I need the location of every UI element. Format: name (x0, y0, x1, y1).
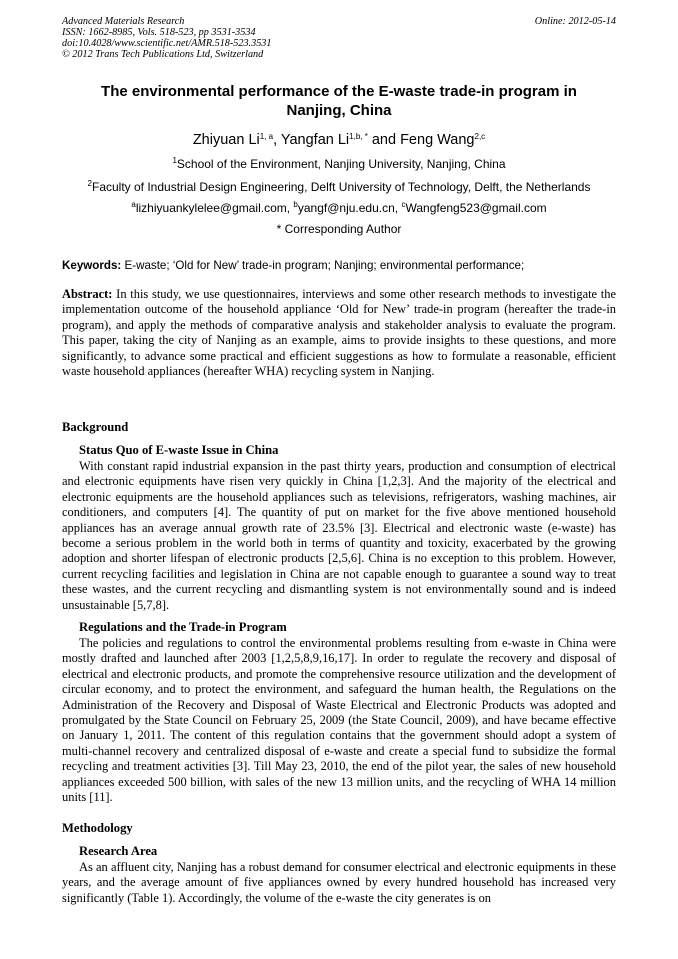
issn-line: ISSN: 1662-8985, Vols. 518-523, pp 3531-3534 (62, 27, 256, 38)
email-line (40, 201, 638, 215)
abstract-text: In this study, we use questionnaires, interviews and some other research methods to investigate the implementation outcome of the household appliance ‘Old for New’ trade-in program (hereafter the trade-in program), and apply the methods of comparative analysis and stakeholder analysis to evaluate the program. This paper, taking the city of Nanjing as an example, aims to provide insights to these questions, and more significantly, to advance some practical and efficient suggestions as how to formulate a reasonable, efficient waste household appliances (hereafter WHA) recycling system in Nanjing. (62, 287, 616, 379)
copyright-line: © 2012 Trans Tech Publications Ltd, Switzerland (62, 49, 264, 60)
abstract (62, 287, 616, 379)
running-header (62, 16, 616, 60)
paragraph: With constant rapid industrial expansion in the past thirty years, production and consumption of electrical and electronic equipments have risen very quickly in China [1,2,3]. And the majority of the electrical and electronic equipments are the household appliances such as televisions, refrigerators, washing machines, air conditioners, and computers [4]. The quantity of put on market for the five above mentioned household appliances has an average annual growth rate of 23.5% [3]. Electrical and electronic waste (e-waste) has become a serious problem in the world both in terms of quantity and toxicity, exacerbated by the growing adoption and shorter lifespan of electronic products [2,5,6]. China is no exception to this problem. However, current recycling facilities and legislation in China are not capable enough to guarantee a sound way to treat these wastes, and the current recycling and dismantling system is not environmentally sound and is indeed unsustainable [5,7,8]. (62, 459, 616, 612)
paper-title (62, 82, 616, 120)
paragraph: As an affluent city, Nanjing has a robust demand for consumer electrical and electronic equipments in these years, and the average amount of five appliances owned by every hundred household has increased very significantly (Table 1). Accordingly, the volume of the e-waste the city generates is on (62, 860, 616, 905)
keywords-label: Keywords: (62, 259, 122, 272)
journal-name: Advanced Materials Research (62, 16, 185, 27)
author-name: Zhiyuan Li (192, 132, 260, 148)
email-marker: a (131, 200, 136, 209)
title-line-2: Nanjing, China (286, 102, 392, 119)
subsection-heading: Regulations and the Trade-in Program (79, 620, 287, 634)
keywords (62, 259, 616, 273)
online-date: Online: 2012-05-14 (534, 16, 616, 27)
author-marker: 2,c (474, 132, 486, 141)
affiliation-marker: 2 (87, 179, 92, 188)
abstract-label: Abstract: (62, 287, 113, 301)
email-marker: b (293, 200, 298, 209)
affiliation-text: Faculty of Industrial Design Engineering, Delft University of Technology, Delft, the Netherlands (91, 180, 591, 194)
subsection-heading: Status Quo of E-waste Issue in China (79, 443, 279, 457)
affiliation-marker: 1 (172, 156, 177, 165)
affiliation-text: School of the Environment, Nanjing University, Nanjing, China (176, 157, 506, 171)
author-separator: and (367, 132, 401, 148)
paragraph: The policies and regulations to control the environmental problems resulting from e-waste in China were mostly drafted and launched after 2003 [1,2,5,8,9,16,17]. In order to regulate the recovery and disposal of electrical and electronic products, and promote the comprehensive resource utilization and the development of circular economy, and to protect the environment, and safeguard the human health, the Regulations on the Administration of the Recovery and Disposal of Waste Electrical and Electronic Products was adopted and promulgated by the State Council on February 25, 2009 (the State Council, 2009), and have became effective on January 1, 2011. The content of this regulation contains that the government should adopt a system of multi-channel recovery and centralized disposal of e-waste and create a special fund to subsidize the formal recycling and treatment activities [3]. Till May 23, 2010, the end of the pilot year, the sales of new household appliances exceeded 500 billion, with sales of the new 13 million units, and the recycling of WHA 14 million units [11]. (62, 636, 616, 805)
affiliation-1 (40, 157, 638, 171)
email-address: Wangfeng523@gmail.com (405, 201, 547, 215)
email-address: lizhiyuankylelee@gmail.com, (135, 201, 294, 215)
author-marker: 1,b, * (349, 132, 368, 141)
author-name: Yangfan Li (280, 132, 350, 148)
author-marker: 1, a (259, 132, 274, 141)
section-heading-methodology: Methodology (62, 821, 133, 835)
email-address: yangf@nju.edu.cn, (297, 201, 402, 215)
email-marker: c (401, 200, 406, 209)
title-line-1: The environmental performance of the E-waste trade-in program in (101, 83, 577, 100)
keywords-text: E-waste; ‘Old for New’ trade-in program; Nanjing; environmental performance; (121, 259, 525, 272)
affiliation-2 (40, 180, 638, 194)
doi-line: doi:10.4028/www.scientific.net/AMR.518-523.3531 (62, 38, 272, 49)
subsection-heading: Research Area (79, 844, 158, 858)
publication-info (62, 16, 616, 60)
author-name: Feng Wang (400, 132, 475, 148)
corresponding-author-note: * Corresponding Author (276, 222, 402, 236)
author-list (62, 131, 616, 149)
author-separator: , (273, 132, 281, 148)
section-heading-background: Background (62, 420, 129, 434)
